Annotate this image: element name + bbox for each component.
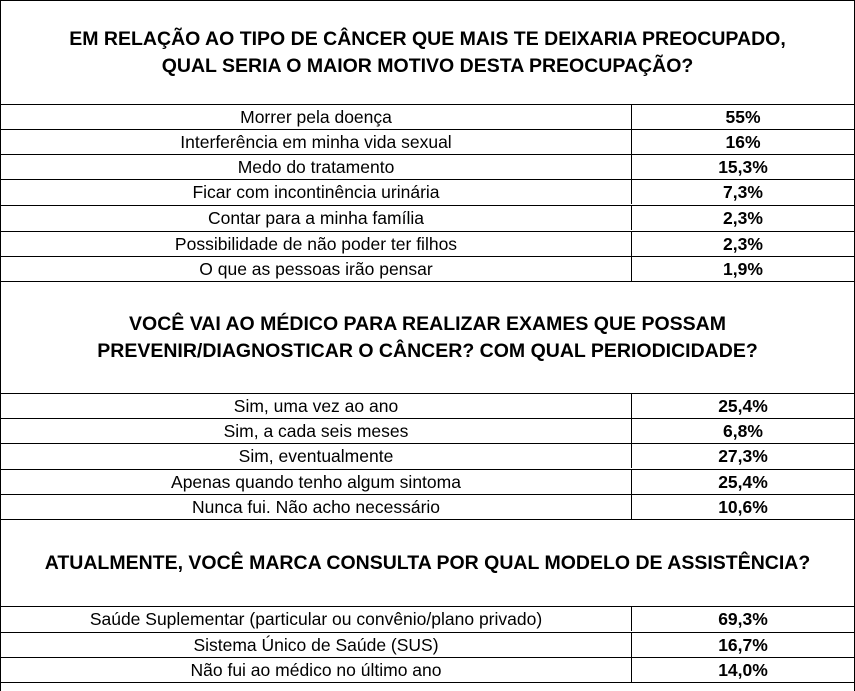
section-3-title-line-1: ATUALMENTE, VOCÊ MARCA CONSULTA POR QUAL MODELO DE ASSISTÊNCIA?: [44, 551, 811, 574]
table-row: [1, 606, 854, 631]
row-label: Saúde Suplementar (particular ou convênio/plano privado): [1, 607, 632, 631]
row-value: 14,0%: [718, 660, 768, 680]
row-label: Apenas quando tenho algum sintoma: [1, 470, 632, 494]
row-value: 6,8%: [723, 421, 763, 441]
table-row: [1, 154, 854, 179]
row-label: Sim, a cada seis meses: [1, 419, 632, 443]
row-label: Medo do tratamento: [1, 155, 632, 179]
divider: [1, 682, 854, 683]
table-row: [1, 129, 854, 154]
table-row: [1, 494, 854, 519]
row-label: Sistema Único de Saúde (SUS): [1, 633, 632, 657]
table-row: [1, 443, 854, 468]
row-label: Morrer pela doença: [1, 105, 632, 129]
row-label: Sim, eventualmente: [1, 444, 632, 468]
row-value: 25,4%: [718, 396, 768, 416]
table-row: [1, 179, 854, 204]
row-label: Ficar com incontinência urinária: [1, 180, 632, 204]
row-value: 10,6%: [718, 497, 768, 517]
section-1-title: [1, 1, 854, 104]
table-row: [1, 632, 854, 657]
row-value: 55%: [725, 107, 761, 127]
table-row: [1, 104, 854, 129]
row-value: 15,3%: [718, 157, 768, 177]
section-2-title: [1, 282, 854, 393]
table-row: [1, 657, 854, 682]
table-row: [1, 231, 854, 256]
table-row: [1, 469, 854, 494]
table-row: [1, 418, 854, 443]
table-row: [1, 256, 854, 281]
section-3-title: [1, 520, 854, 606]
row-value: 16%: [725, 132, 761, 152]
row-value: 7,3%: [723, 182, 763, 202]
row-value: 2,3%: [723, 234, 763, 254]
section-2-title-line-2: PREVENIR/DIAGNOSTICAR O CÂNCER? COM QUAL PERIODICIDADE?: [97, 339, 758, 362]
row-label: Não fui ao médico no último ano: [1, 658, 632, 682]
row-label: Possibilidade de não poder ter filhos: [1, 232, 632, 256]
row-label: Sim, uma vez ao ano: [1, 394, 632, 418]
row-value: 27,3%: [718, 446, 768, 466]
row-label: Interferência em minha vida sexual: [1, 130, 632, 154]
row-value: 25,4%: [718, 472, 768, 492]
row-value: 2,3%: [723, 208, 763, 228]
row-label: Contar para a minha família: [1, 206, 632, 230]
section-1-title-line-1: EM RELAÇÃO AO TIPO DE CÂNCER QUE MAIS TE DEIXARIA PREOCUPADO,: [69, 27, 786, 50]
row-label: Nunca fui. Não acho necessário: [1, 495, 632, 519]
row-value: 1,9%: [723, 259, 763, 279]
table-row: [1, 205, 854, 230]
table-row: [1, 393, 854, 418]
section-2-title-line-1: VOCÊ VAI AO MÉDICO PARA REALIZAR EXAMES QUE POSSAM: [129, 312, 726, 335]
section-1-title-line-2: QUAL SERIA O MAIOR MOTIVO DESTA PREOCUPAÇÃO?: [161, 54, 694, 77]
row-value: 69,3%: [718, 609, 768, 629]
row-label: O que as pessoas irão pensar: [1, 257, 632, 281]
row-value: 16,7%: [718, 635, 768, 655]
